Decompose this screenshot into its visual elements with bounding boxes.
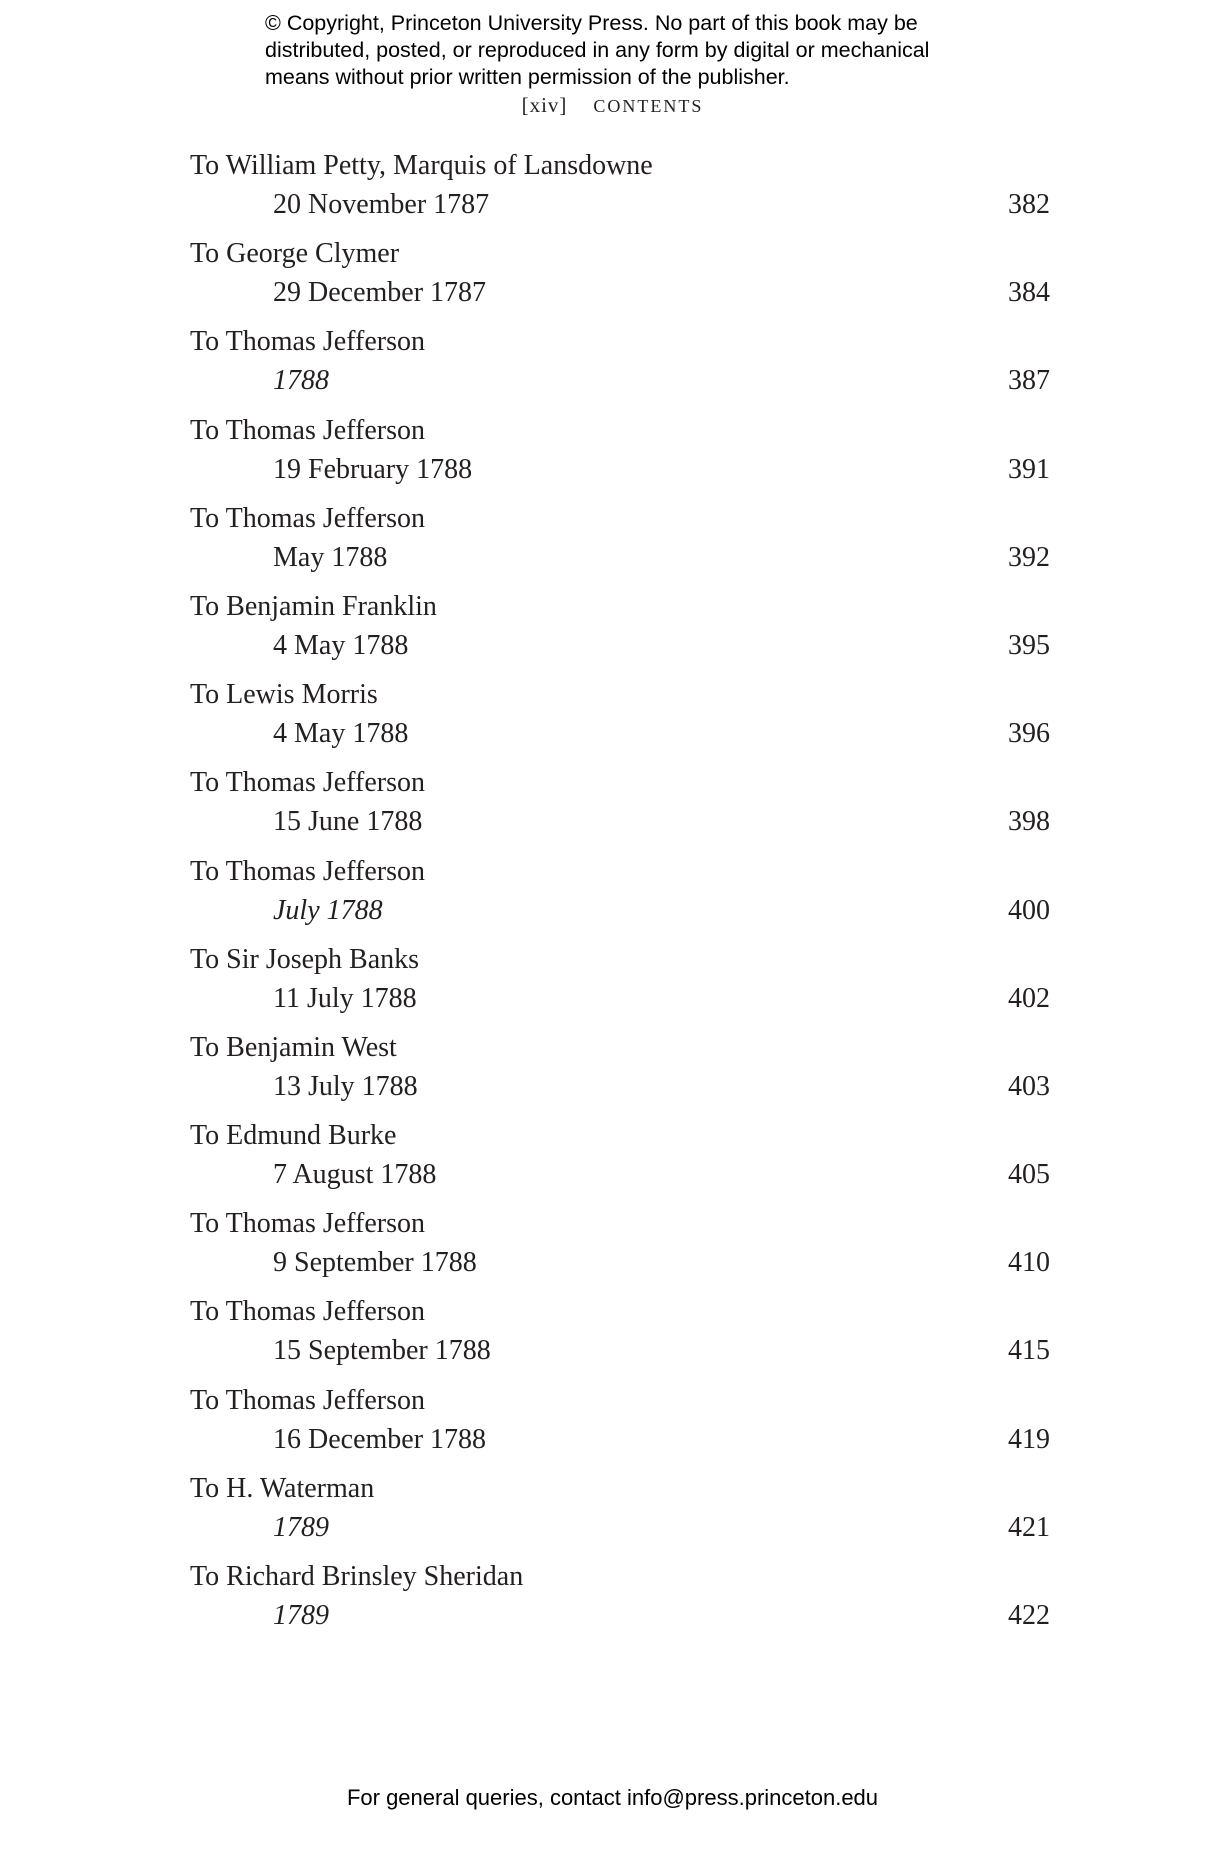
contents-entry: [190, 1557, 1050, 1645]
contents-entry: [190, 587, 1050, 675]
contents-entry: [190, 852, 1050, 940]
entry-page-number: 387: [1008, 365, 1050, 397]
contents-entry: [190, 940, 1050, 1028]
copyright-line: distributed, posted, or reproduced in any form by digital or mechanical: [265, 38, 930, 62]
contents-entry: [190, 675, 1050, 763]
entry-date: 16 December 1788: [273, 1423, 487, 1455]
entry-date: 4 May 1788: [273, 629, 409, 661]
entry-page-number: 392: [1008, 541, 1050, 573]
entry-recipient: To Richard Brinsley Sheridan: [190, 1561, 524, 1592]
entry-date: 13 July 1788: [273, 1070, 418, 1102]
entry-recipient: To Sir Joseph Banks: [190, 943, 420, 975]
contents-entry: [190, 1292, 1050, 1380]
entry-recipient: To Edmund Burke: [190, 1120, 397, 1152]
entry-date: 20 November 1787: [273, 189, 490, 220]
entry-page-number: 410: [1008, 1247, 1050, 1279]
entry-recipient: To Thomas Jefferson: [190, 502, 425, 534]
entry-page-number: 382: [1008, 189, 1050, 220]
entry-date: 11 July 1788: [273, 982, 417, 1014]
entry-recipient: To H. Waterman: [190, 1472, 375, 1504]
entry-recipient: To Thomas Jefferson: [190, 1384, 425, 1416]
entry-recipient: To William Petty, Marquis of Lansdowne: [190, 150, 653, 181]
entry-recipient: To Lewis Morris: [190, 679, 378, 711]
entry-page-number: 396: [1008, 718, 1050, 750]
contents-entry: [190, 1204, 1050, 1292]
entry-page-number: 403: [1008, 1070, 1050, 1102]
entry-recipient: To Thomas Jefferson: [190, 855, 425, 887]
entry-recipient: To Thomas Jefferson: [190, 414, 425, 446]
page-folio: [xiv]: [521, 93, 568, 117]
contents-entry: [190, 499, 1050, 587]
entry-recipient: To George Clymer: [190, 238, 400, 270]
entry-date: 4 May 1788: [273, 718, 409, 750]
entry-date: 9 September 1788: [273, 1247, 477, 1279]
footer-contact: For general queries, contact info@press.princeton.edu: [346, 1785, 879, 1810]
contents-list: [190, 146, 1050, 1645]
entry-page-number: 400: [1008, 894, 1050, 926]
entry-recipient: To Thomas Jefferson: [190, 326, 425, 358]
entry-page-number: 391: [1008, 453, 1050, 485]
entry-date: 1789: [273, 1600, 329, 1631]
entry-page-number: 384: [1008, 277, 1050, 309]
running-head: [0, 93, 1225, 118]
contents-entry: [190, 234, 1050, 322]
contents-entry: [190, 1116, 1050, 1204]
entry-date: 7 August 1788: [273, 1159, 437, 1191]
contents-entry: [190, 1469, 1050, 1557]
entry-page-number: 402: [1008, 982, 1050, 1014]
copyright-notice: [265, 10, 1025, 91]
entry-page-number: 398: [1008, 806, 1050, 838]
contents-entry: [190, 411, 1050, 499]
contents-entry: [190, 146, 1050, 234]
entry-date: 1788: [273, 365, 329, 397]
entry-page-number: 395: [1008, 629, 1050, 661]
entry-date: July 1788: [273, 894, 383, 926]
entry-date: 15 June 1788: [273, 806, 423, 838]
copyright-line: means without prior written permission of the publisher.: [265, 65, 790, 89]
entry-recipient: To Thomas Jefferson: [190, 1208, 425, 1240]
entry-page-number: 421: [1008, 1511, 1050, 1543]
entry-page-number: 419: [1008, 1423, 1050, 1455]
entry-page-number: 405: [1008, 1159, 1050, 1191]
contents-entry: [190, 1381, 1050, 1469]
entry-date: May 1788: [273, 541, 388, 573]
copyright-line: © Copyright, Princeton University Press. No part of this book may be: [265, 11, 918, 35]
contents-entry: [190, 1028, 1050, 1116]
entry-date: 19 February 1788: [273, 453, 473, 485]
entry-recipient: To Benjamin Franklin: [190, 590, 437, 622]
section-title: CONTENTS: [593, 96, 704, 116]
contents-entry: [190, 763, 1050, 851]
entry-date: 29 December 1787: [273, 277, 487, 309]
entry-date: 1789: [273, 1511, 329, 1543]
entry-recipient: To Benjamin West: [190, 1031, 397, 1063]
entry-page-number: 415: [1008, 1335, 1050, 1367]
entry-recipient: To Thomas Jefferson: [190, 767, 425, 799]
contents-entry: [190, 322, 1050, 410]
entry-page-number: 422: [1008, 1600, 1050, 1631]
entry-date: 15 September 1788: [273, 1335, 491, 1367]
entry-recipient: To Thomas Jefferson: [190, 1296, 425, 1328]
